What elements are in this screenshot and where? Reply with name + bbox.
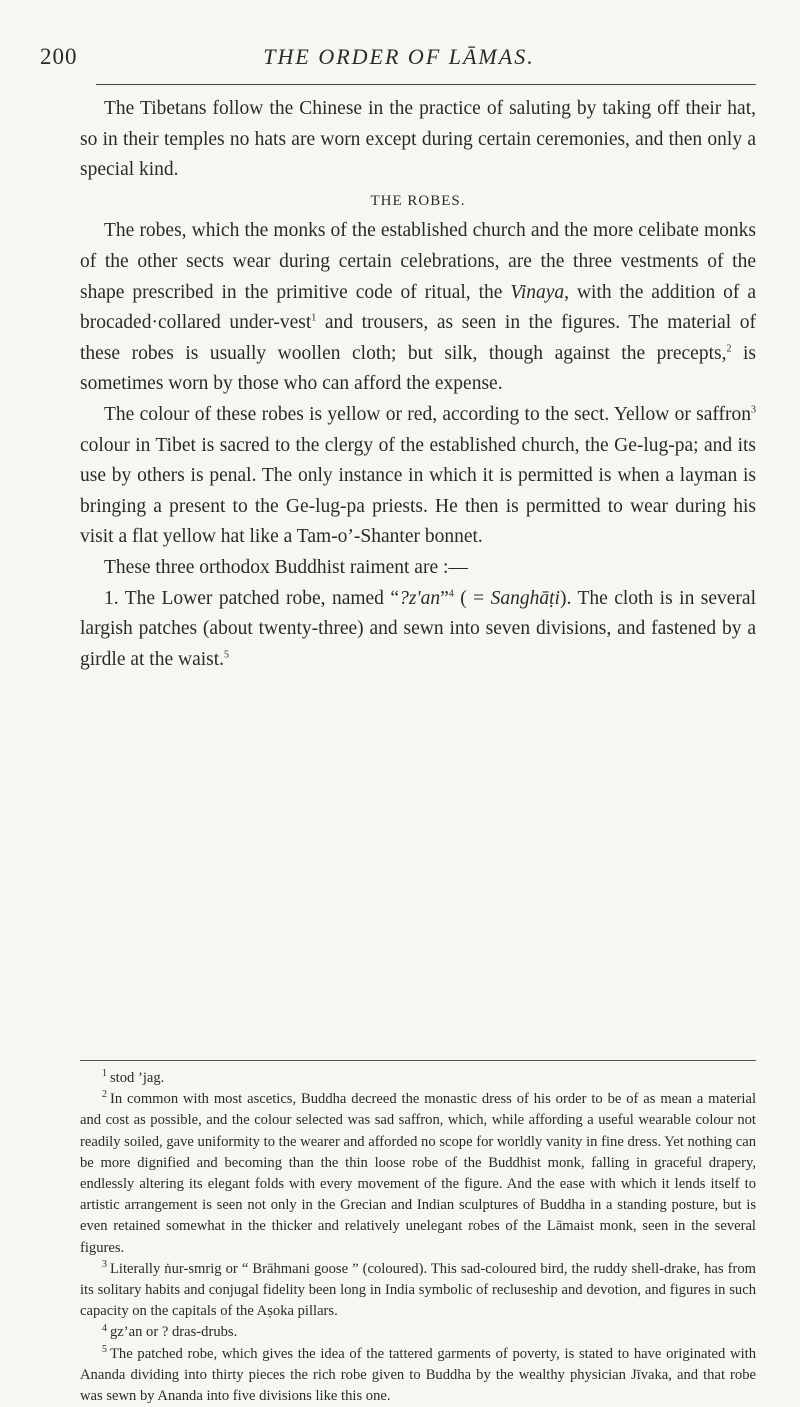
footnote-ref: 3 [751,404,756,416]
text-run: and trousers, as seen in the figures. The material of these robes is usually woollen cloth; but silk, though against the precepts, [80,312,756,364]
footnote-number: 5 [102,1343,107,1355]
text-run: The colour of these robes is yellow or red, according to the sect. Yellow or saffron [104,403,751,425]
text-run: is sometimes worn by those who can afford the expense. [80,342,756,395]
footnote-2 [80,1089,756,1259]
footnote-number: 3 [102,1258,107,1270]
footnote-text: gz’an or ? dras-drubs. [110,1324,238,1341]
footnote-ref: 2 [726,343,732,355]
footnote-number: 1 [102,1068,107,1080]
text-run: , with the addition of a brocaded·collared under-vest [80,281,756,334]
text-run: colour in Tibet is sacred to the clergy of the established church, the Ge-lug-pa; and its use by others is penal. The only instance in which it is permitted is when a layman is bringing a present to the Ge-lug-pa priests. He then is permitted to wear during his visit a flat yellow hat like a Tam-o’-Shanter bonnet. [80,434,756,548]
footnote-3 [80,1259,756,1323]
text-run: 1. The Lower patched robe, named “ [104,587,400,609]
footnote-5 [80,1344,756,1407]
raiment-intro: These three orthodox Buddhist raiment are :— [104,556,468,578]
footnote-text: In common with most ascetics, Buddha decreed the monastic dress of his order to be of as mean a material and cost as possible, and the colour selected was sad saffron, which, while affording a useful wearable colour not readily soiled, gave uniformity to the wearer and afforded no scope for worldly vanity in fine dress. Yet nothing can be more dignified and becoming than the thin loose robe of the Buddhist monk, falling in graceful drapery, endlessly altering its elegant folds with every movement of the figure. And the ease with which it lends itself to artistic arrangement is seen not only in the Grecian and Indian sculptures of Buddha in a standing posture, but is even retained somewhat in the thicker and relatively unelegant robes of the Lāmaist monk, seen in the several figures. [80,1091,756,1256]
page-header [40,36,758,76]
robes-paragraph [80,216,756,400]
footnote-text: Literally ṅur-smrig or “ Brāhmani goose ” (coloured). This sad-coloured bird, the ruddy shell-drake, has from its solitary habits and conjugal fidelity been long in India symbolic of recluseship and devotion, and figures in such capacity on the capitals of the Aṣoka pillars. [80,1260,756,1320]
text-run: ” [440,587,449,609]
running-title: THE ORDER OF LĀMAS. [263,44,535,69]
header-rule [96,84,756,85]
italic-term: Vinaya [510,281,565,303]
text-run: ). The cloth is in several largish patches (about twenty-three) and sewn into seven divisions, and fastened by a girdle at the waist. [80,587,756,670]
italic-term: Sanghāṭi [490,587,560,609]
footnote-rule [80,1060,756,1061]
footnote-4 [80,1322,756,1343]
section-heading: THE ROBES. [370,192,466,209]
body-text [80,94,756,675]
page-number: 200 [40,44,78,69]
footnote-text: The patched robe, which gives the idea of the tattered garments of poverty, is stated to have originated with Ananda dividing into thirty pieces the rich robe given to Buddha by the wealthy physician Jīvaka, and that robe was sewn by Ananda into five divisions like this one. [80,1345,756,1405]
text-run: ( = [453,587,491,609]
intro-paragraph: The Tibetans follow the Chinese in the practice of saluting by taking off their hat, so in their temples no hats are worn except during certain ceremonies, and then only a special kind. [80,98,756,181]
footnote-number: 4 [102,1322,107,1334]
colour-paragraph [80,400,756,553]
italic-term: ?z'an [399,587,441,609]
footnote-number: 2 [102,1089,107,1101]
footnote-text: stod ’jag. [110,1070,165,1086]
footnote-1 [80,1068,756,1089]
footnote-ref: 5 [224,649,230,661]
footnotes [80,1068,756,1407]
text-run: The robes, which the monks of the established church and the more celibate monks of the other sects wear during certain celebrations, are the three vestments of the shape prescribed in the primitive code of ritual, the [80,220,756,303]
footnote-ref: 1 [311,312,317,324]
footnote-ref: 4 [448,588,454,599]
lower-robe-paragraph [80,584,756,676]
